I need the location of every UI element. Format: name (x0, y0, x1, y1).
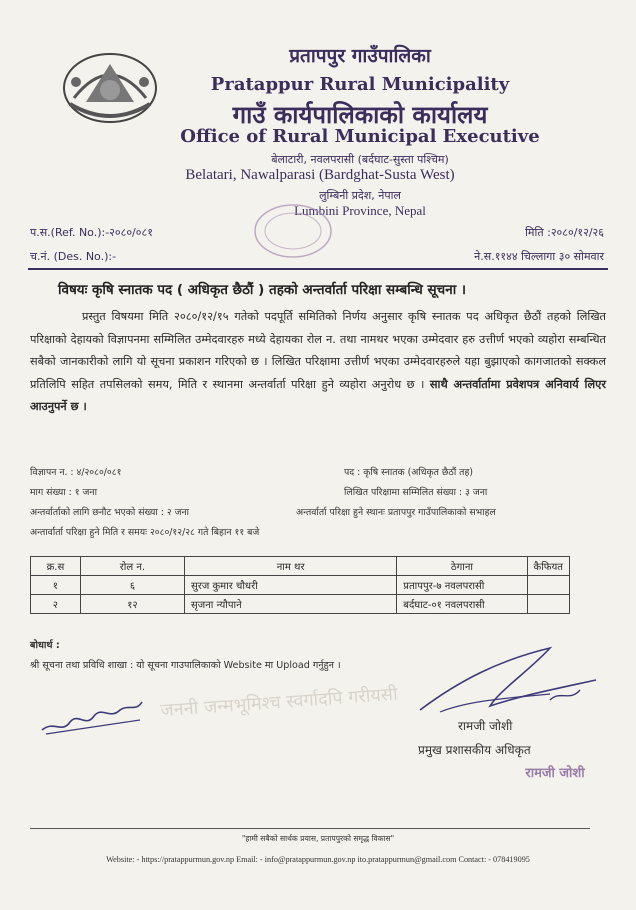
table-row (31, 595, 570, 614)
cell-roll: १२ (80, 595, 184, 614)
cell-address: प्रतापपुर-७ नवलपरासी (397, 576, 527, 595)
body-line: न. तथा नामथर भएका उम्मेदवार हरु उत्तीर्ण भएको व्यहोरा सम्बन्धित सबैको जानकारीको लागि यो (30, 332, 606, 368)
cell-roll: ६ (80, 576, 184, 595)
cc-text: श्री सूचना तथा प्रविधि शाखा : यो सूचना गाउपालिकाको Website मा Upload गर्नुहुन । (30, 660, 341, 671)
participant-count: लिखित परिक्षामा सम्मिलित संख्या : ३ जना (344, 487, 488, 498)
municipality-name-np: प्रतापपुर गाउँपालिका (289, 45, 431, 67)
cell-address: बर्दघाट-०१ नवलपरासी (397, 595, 527, 614)
municipality-name-en: Pratappur Rural Municipality (210, 74, 510, 95)
col-name: नाम थर (185, 557, 397, 576)
table-header-row (31, 557, 570, 576)
dispatch-number: च.नं. (Des. No.):- (30, 250, 117, 263)
selected-count: अन्तर्वार्ताको लागि छनौट भएको संख्या : २ जना (30, 507, 190, 518)
province-np: लुम्बिनी प्रदेश, नेपाल (319, 189, 401, 202)
header-divider (28, 268, 608, 270)
office-stamp (248, 200, 338, 262)
signatory-name: रामजी जोशी (458, 719, 513, 733)
ad-number: विज्ञापन न. : ४/२०८०/०८१ (30, 467, 122, 478)
footer-slogan: "हामी सबैको सार्थक प्रयास, प्रतापपुरको समृद्ध विकास" (241, 834, 395, 843)
notice-body (30, 306, 606, 419)
handwritten-date (36, 690, 148, 740)
interview-datetime: अन्तार्वार्ता परिक्षा हुने मिति र समयः २०८०/१२/२८ गते बिहान ११ बजे (30, 527, 260, 538)
cell-serial: १ (31, 576, 81, 595)
province-en: Lumbini Province, Nepal (294, 203, 426, 218)
ref-number: प.स.(Ref. No.):-२०८०/०८१ (30, 226, 153, 239)
watermark-motto: जननी जन्मभूमिश्च स्वर्गादपि गरीयसी (159, 683, 399, 722)
cell-serial: २ (31, 595, 81, 614)
table-row (31, 576, 570, 595)
cell-remarks (527, 595, 569, 614)
footer-divider (30, 828, 590, 829)
date: मिति :२०८०/१२/२६ (525, 226, 604, 239)
demand-count: माग संख्या : १ जना (30, 487, 97, 498)
candidate-table (30, 556, 570, 614)
cell-name: सुरज कुमार चौधरी (185, 576, 397, 595)
body-line: साथै अन्तर्वार्तामा प्रवेशपत्र अनिवार्य लिएर आउनुपर्ने छ । (30, 377, 606, 413)
body-line: अधिकृत छैठौं तहको लिखित परिक्षाको देहायको विज्ञापनमा सम्मिलित उम्मेदवारहरु मध्ये देहायका रोल (30, 310, 606, 346)
body-line: सूचना प्रकाशन गरिएको छ । लिखित परिक्षामा उत्तीर्ण भएका उम्मेदवारहरुले यहा बुझाएको कागजातको (150, 355, 572, 368)
col-serial: क्र.स (31, 557, 81, 576)
post-name: पद : कृषि स्नातक (अधिकृत छैठौं तह) (344, 467, 474, 478)
address-np: बेलाटारी, नवलपरासी (बर्दघाट-सुस्ता पश्चिम) (271, 153, 449, 166)
nepal-sambat-date: ने.स.११४४ चिल्लागा ३० सोमवार (474, 250, 604, 263)
footer-contact: Website: - https://pratappurmun.gov.np Email: - info@pratappurmun.gov.np ito.pratappurmun@gmail.com Contact: - 078419095 (106, 855, 530, 864)
cell-remarks (527, 576, 569, 595)
cc-label: बोधार्थ : (30, 640, 60, 651)
office-name-np: गाउँ कार्यपालिकाको कार्यालय (232, 101, 488, 129)
col-address: ठेगाना (397, 557, 527, 576)
office-name-en: Office of Rural Municipal Executive (180, 126, 540, 147)
body-line: सक्कल प्रतिलिपि सहित तपसिलको समय, मिति र स्थानमा अन्तर्वार्ता परिक्षा हुने व्यहोरा अनुरोध छ । (30, 355, 607, 391)
address-en: Belatari, Nawalparasi (Bardghat-Susta West) (185, 167, 455, 183)
col-roll: रोल न. (80, 557, 184, 576)
body-line: प्रस्तुत विषयमा मिति २०८०/१२/१५ गतेको पदपूर्ति समितिको निर्णय अनुसार कृषि स्नातक पद (82, 310, 479, 323)
notice-subject: विषयः कृषि स्नातक पद ( अधिकृत छैठौं ) तहको अन्तर्वार्ता परिक्षा सम्बन्धि सूचना । (58, 282, 467, 298)
name-stamp: रामजी जोशी (525, 766, 585, 781)
interview-venue: अन्तर्वार्ता परिक्षा हुने स्थानः प्रतापपुर गाउँपालिकाको सभाहल (296, 507, 496, 518)
signatory-title: प्रमुख प्रशासकीय अधिकृत (418, 743, 531, 757)
cell-name: सृजना न्यौपाने (185, 595, 397, 614)
col-remarks: कैफियत (527, 557, 569, 576)
